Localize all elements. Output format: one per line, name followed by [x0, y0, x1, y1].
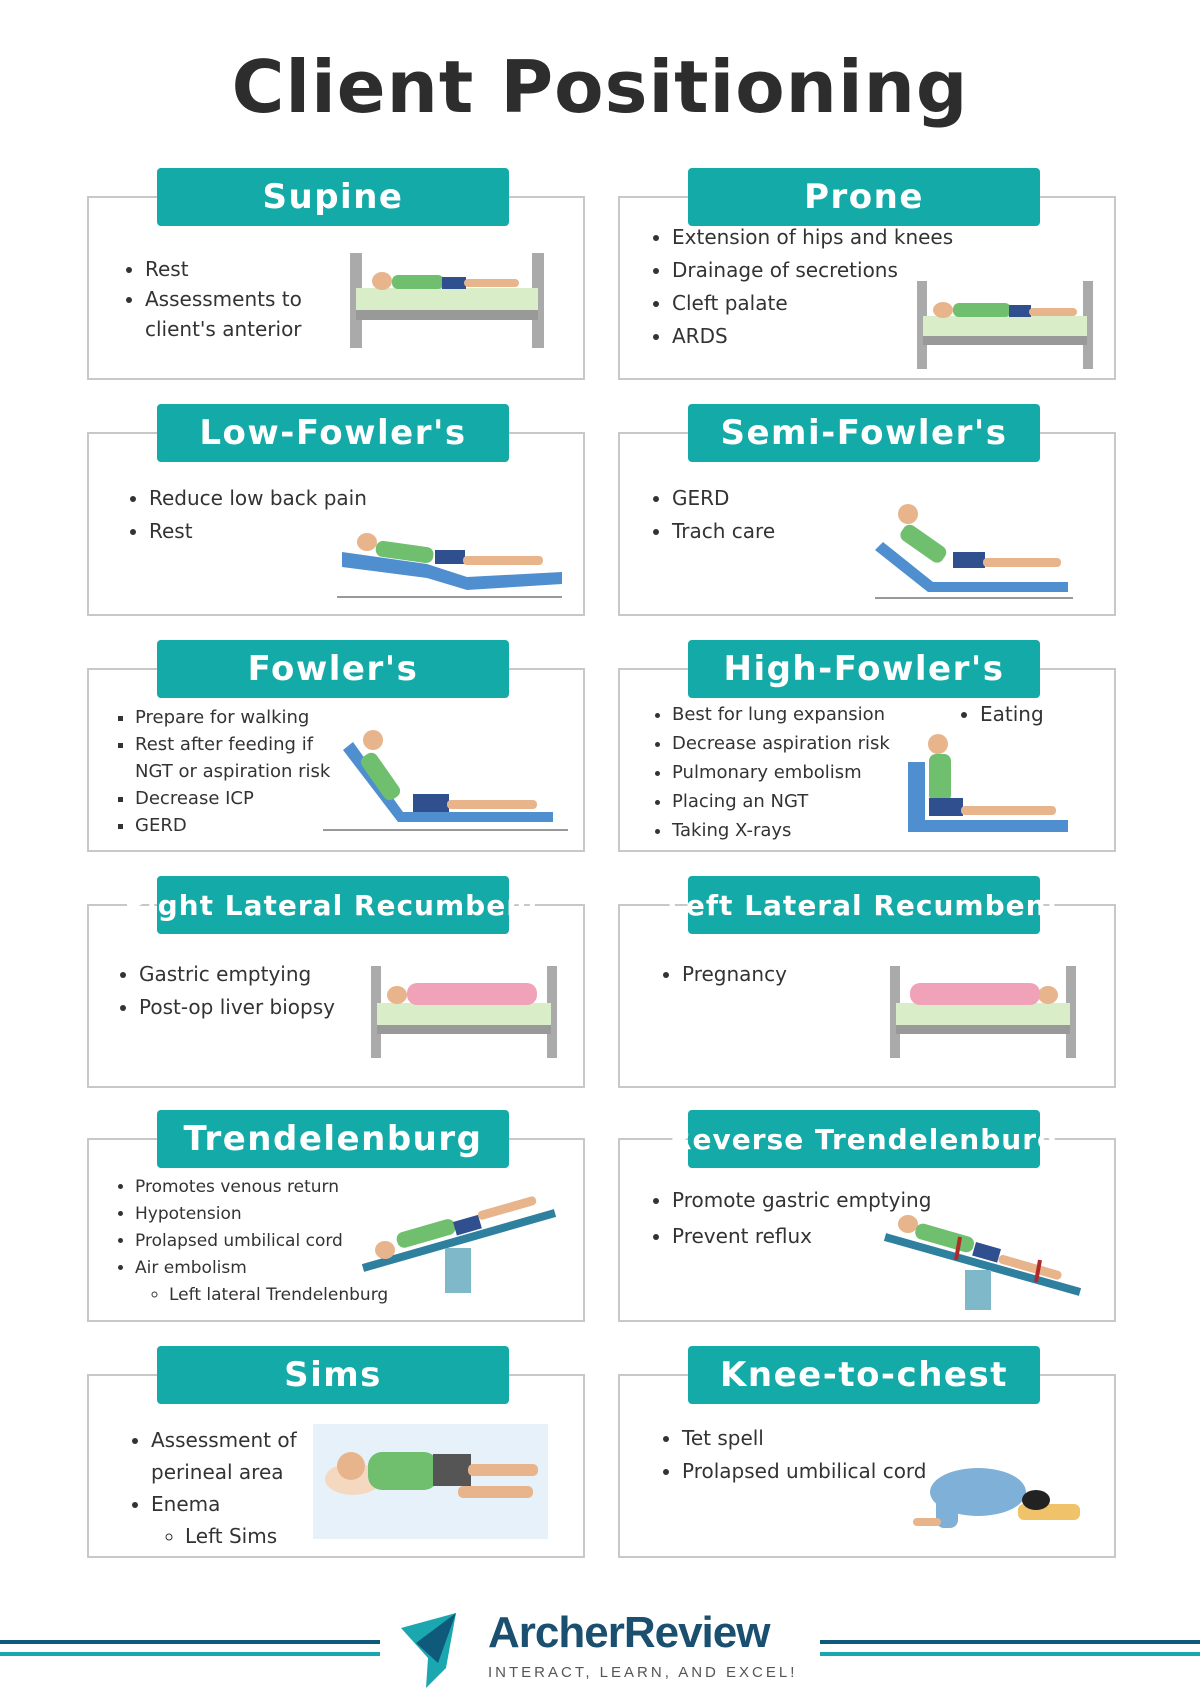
knee-to-chest-illustration	[908, 1454, 1088, 1534]
bullet-item: ▪ Decrease ICP	[135, 785, 355, 812]
prone-bed-illustration	[913, 276, 1098, 371]
bullet-item: • Cleft palate	[672, 287, 992, 320]
bullet-list	[129, 1424, 321, 1552]
bullet-item: • Promotes venous return	[135, 1174, 435, 1201]
card-fowlers	[87, 640, 617, 875]
card-header: Supine	[157, 168, 509, 226]
card-right-lateral-recumbent	[87, 876, 617, 1111]
bullet-list	[660, 958, 882, 991]
bullet-item: • Rest	[145, 254, 345, 284]
card-trendelenburg	[87, 1110, 617, 1345]
card-high-fowlers	[618, 640, 1148, 875]
bullet-list	[117, 958, 399, 1024]
bullet-list-extra	[958, 700, 1100, 729]
trendelenburg-illustration	[355, 1178, 560, 1298]
bullet-subitem: ◦ Left Sims	[185, 1520, 321, 1552]
bullet-item: ▪ Prepare for walking	[135, 704, 355, 731]
bullet-item: • Eating	[980, 700, 1100, 729]
card-header: Knee-to-chest	[688, 1346, 1040, 1404]
card-header: Semi-Fowler's	[688, 404, 1040, 462]
page-title: Client Positioning	[231, 45, 969, 129]
card-sims	[87, 1346, 617, 1581]
card-header: Low-Fowler's	[157, 404, 509, 462]
card-header: Left Lateral Recumbent	[688, 876, 1040, 934]
left-lateral-bed-illustration	[886, 961, 1081, 1061]
footer-divider-right-accent	[820, 1652, 1200, 1656]
bullet-item: • Tet spell	[682, 1422, 982, 1455]
sims-illustration	[313, 1424, 548, 1539]
bullet-item: • Placing an NGT	[672, 787, 932, 816]
bullet-item: • Gastric emptying	[139, 958, 399, 991]
bullet-item: • Assessments to client's anterior	[145, 284, 345, 344]
card-header: Fowler's	[157, 640, 509, 698]
bullet-item: • Taking X-rays	[672, 816, 932, 845]
bullet-item: • Rest	[149, 515, 429, 548]
card-header: Right Lateral Recumbent	[157, 876, 509, 934]
footer-divider-left	[0, 1640, 380, 1644]
bullet-item: ▪ GERD	[135, 812, 355, 839]
bullet-item: • Pulmonary embolism	[672, 758, 932, 787]
bullet-item: • Extension of hips and knees	[672, 221, 992, 254]
reverse-trendelenburg-illustration	[880, 1212, 1090, 1312]
card-prone	[618, 168, 1148, 403]
brand-tagline: INTERACT, LEARN, AND EXCEL!	[488, 1664, 798, 1681]
fowlers-illustration	[323, 722, 573, 832]
bullet-list	[650, 700, 932, 845]
bullet-item: • ARDS	[672, 320, 992, 353]
brand-name: ArcherReview	[488, 1608, 770, 1657]
high-fowlers-illustration	[903, 732, 1078, 842]
bullet-item: • Reduce low back pain	[149, 482, 429, 515]
archer-logo-icon	[396, 1608, 471, 1693]
bullet-item: • Prolapsed umbilical cord	[135, 1228, 435, 1255]
bullet-item: • Prolapsed umbilical cord	[682, 1455, 982, 1488]
semi-fowlers-illustration	[873, 492, 1078, 602]
bullet-item: • Hypotension	[135, 1201, 435, 1228]
bullet-item: • Pregnancy	[682, 958, 882, 991]
card-header: Sims	[157, 1346, 509, 1404]
bullet-item: • Promote gastric emptying	[672, 1182, 972, 1218]
bullet-list	[123, 254, 345, 344]
card-knee-to-chest	[618, 1346, 1148, 1581]
bullet-list	[650, 482, 892, 548]
bullet-item: • Air embolism	[135, 1255, 435, 1282]
card-supine	[87, 168, 617, 403]
bullet-item: • Assessment of perineal area	[151, 1424, 321, 1488]
card-low-fowlers	[87, 404, 617, 639]
card-reverse-trendelenburg	[618, 1110, 1148, 1345]
footer-divider-left-accent	[0, 1652, 380, 1656]
bullet-item: • Drainage of secretions	[672, 254, 992, 287]
bullet-item: • Decrease aspiration risk	[672, 729, 932, 758]
bullet-item: • Enema	[151, 1488, 321, 1520]
bullet-item: • Best for lung expansion	[672, 700, 932, 729]
bullet-item: • GERD	[672, 482, 892, 515]
footer-divider-right	[820, 1640, 1200, 1644]
card-header: Reverse Trendelenburg	[688, 1110, 1040, 1168]
bullet-subitem: ◦ Left lateral Trendelenburg	[169, 1282, 435, 1309]
bullet-list	[113, 704, 355, 839]
card-left-lateral-recumbent	[618, 876, 1148, 1111]
card-header: Trendelenburg	[157, 1110, 509, 1168]
supine-bed-illustration	[342, 253, 552, 353]
right-lateral-bed-illustration	[367, 961, 562, 1061]
bullet-item: • Trach care	[672, 515, 892, 548]
bullet-item: • Post-op liver biopsy	[139, 991, 399, 1024]
card-semi-fowlers	[618, 404, 1148, 639]
card-header: High-Fowler's	[688, 640, 1040, 698]
low-fowlers-illustration	[337, 522, 567, 602]
bullet-item: • Prevent reflux	[672, 1218, 972, 1254]
bullet-item: ▪ Rest after feeding if NGT or aspiration risk	[135, 731, 355, 785]
card-header: Prone	[688, 168, 1040, 226]
